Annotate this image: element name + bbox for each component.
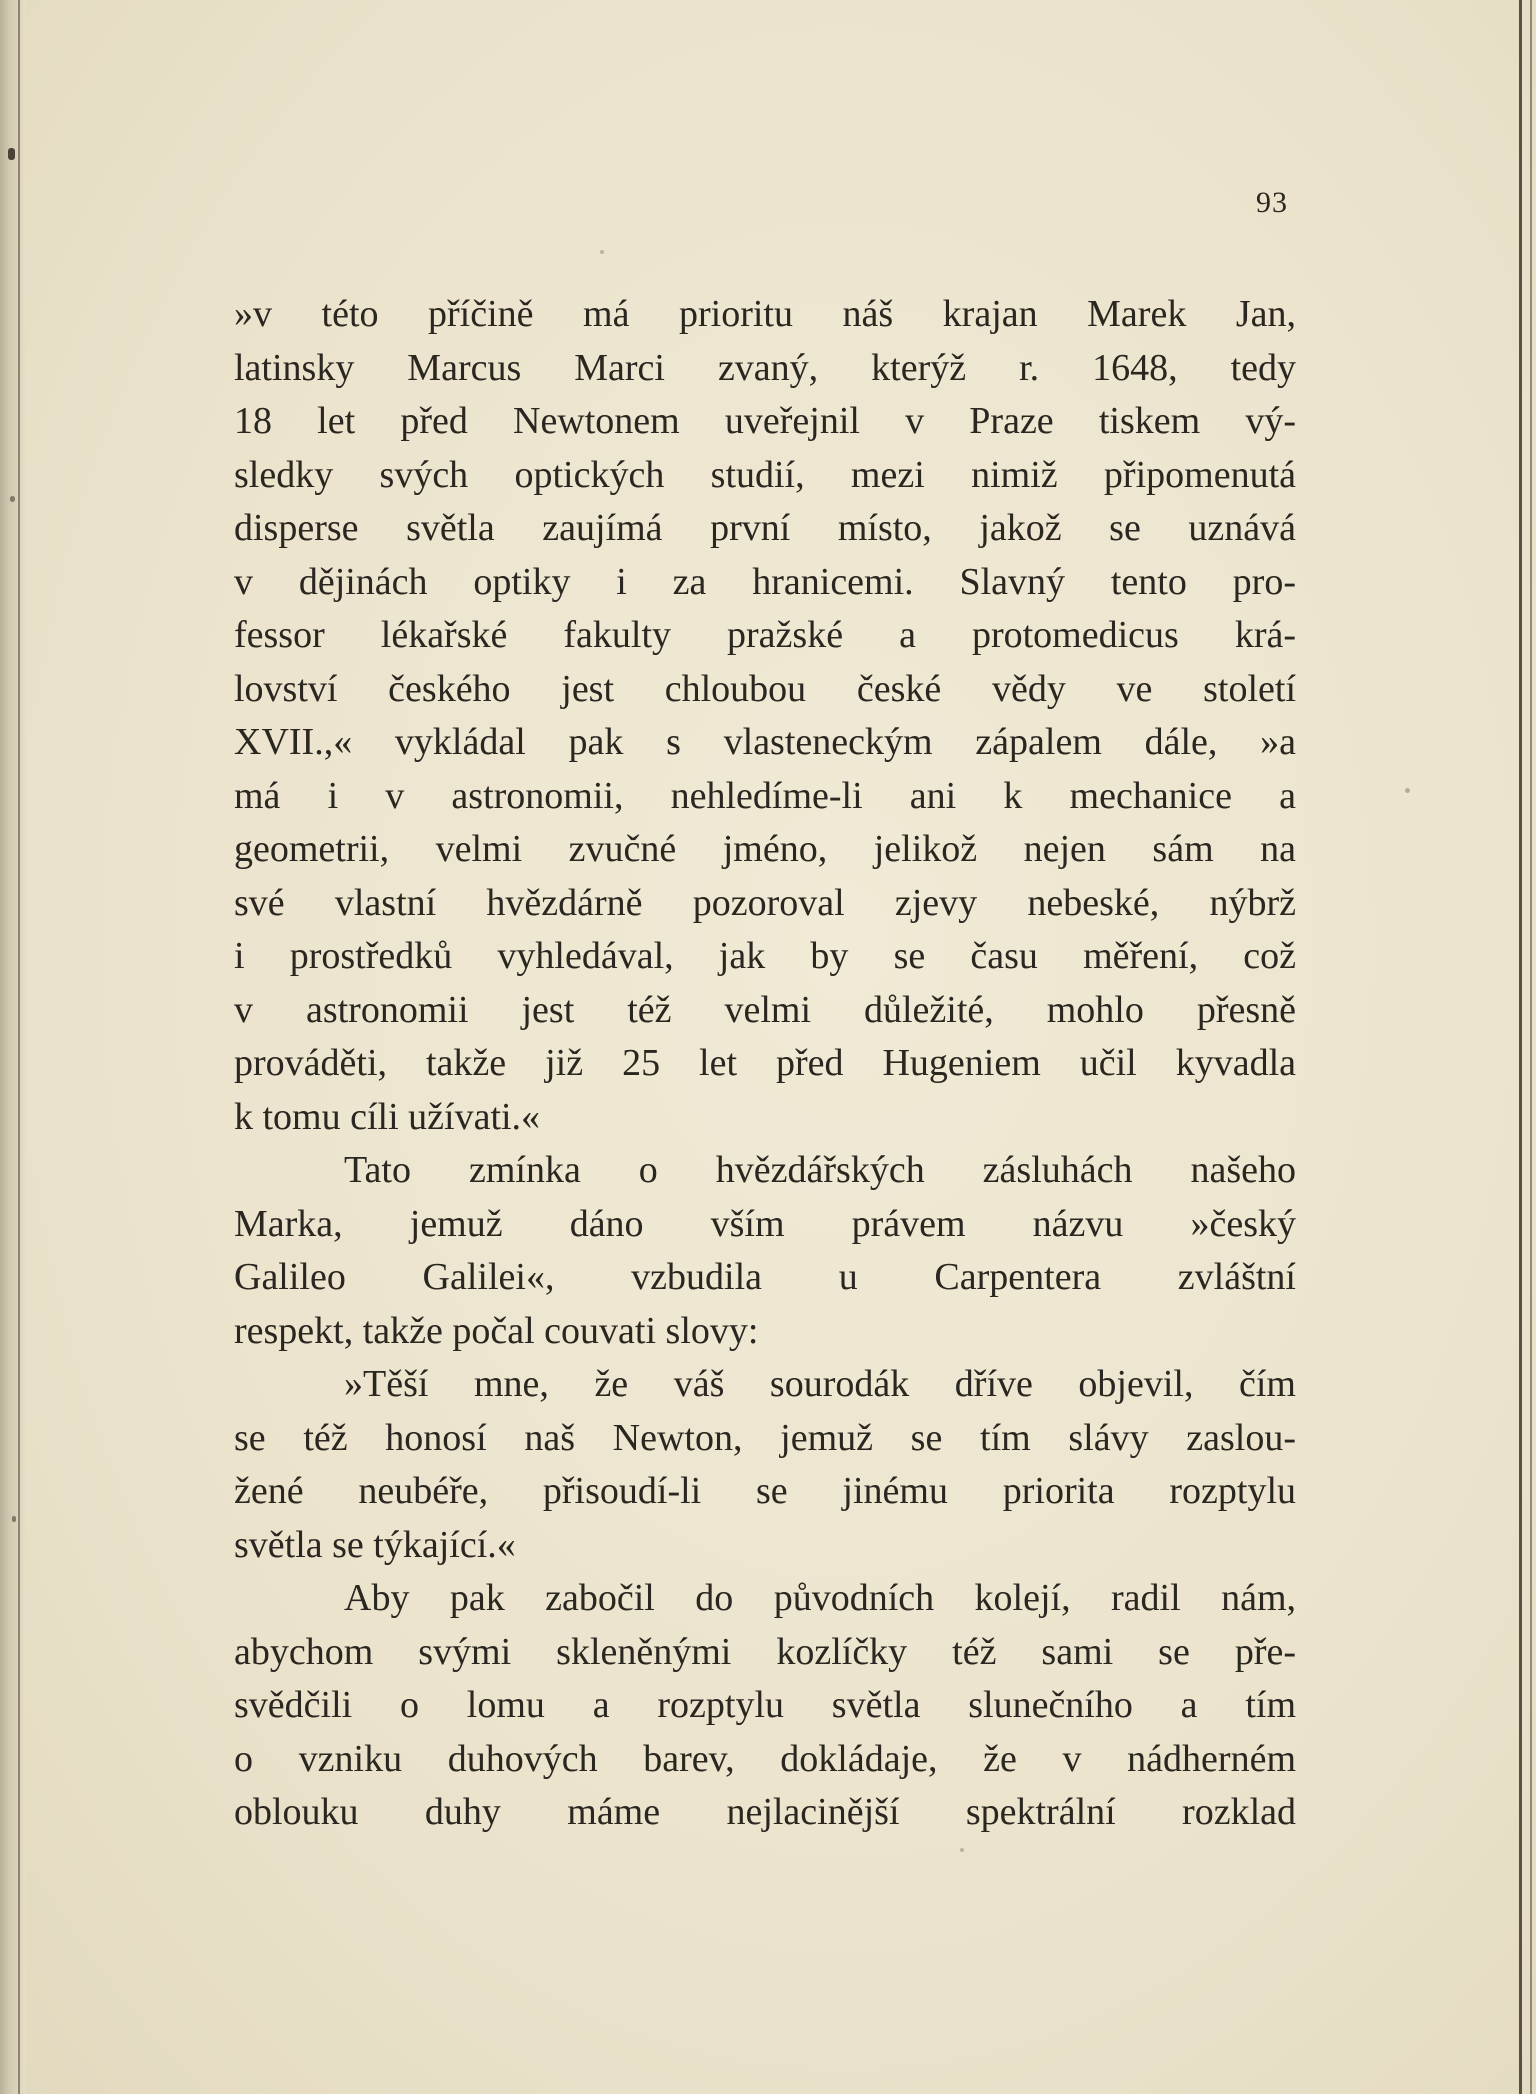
- text-line: žené neubéře, přisoudí-li se jinému priorita rozptylu: [234, 1470, 1296, 1512]
- right-border-line-outer: [1530, 0, 1532, 2094]
- text-line: Marka, jemuž dáno vším právem názvu »český: [234, 1202, 1296, 1245]
- body-text: [234, 288, 1296, 1840]
- text-line: abychom svými skleněnými kozlíčky též sami se pře-: [234, 1630, 1296, 1673]
- text-line: latinsky Marcus Marci zvaný, kterýž r. 1648, tedy: [234, 346, 1296, 389]
- margin-speck: [600, 250, 604, 254]
- text-line: Aby pak zabočil do původních kolejí, radil nám,: [344, 1577, 1296, 1619]
- text-line: své vlastní hvězdárně pozoroval zjevy nebeské, nýbrž: [234, 881, 1296, 924]
- margin-speck: [8, 148, 15, 160]
- text-line: o vzniku duhových barev, dokládaje, že v nádherném: [234, 1737, 1296, 1780]
- text-line: geometrii, velmi zvučné jméno, jelikož nejen sám na: [234, 828, 1296, 870]
- text-line: sledky svých optických studií, mezi nimiž připomenutá: [234, 453, 1296, 496]
- text-line: 18 let před Newtonem uveřejnil v Praze tiskem vý-: [234, 400, 1296, 442]
- text-line: se též honosí naš Newton, jemuž se tím slávy zaslou-: [234, 1416, 1296, 1459]
- margin-speck: [12, 1516, 16, 1522]
- margin-speck: [960, 1848, 964, 1852]
- left-border-line: [18, 0, 20, 2094]
- text-line: má i v astronomii, nehledíme-li ani k mechanice a: [234, 774, 1296, 817]
- text-line: i prostředků vyhledával, jak by se času měření, což: [234, 935, 1296, 977]
- text-line: oblouku duhy máme nejlacinější spektrální rozklad: [234, 1791, 1296, 1833]
- text-line: v astronomii jest též velmi důležité, mohlo přesně: [234, 988, 1296, 1031]
- text-line: světla se týkající.«: [234, 1523, 516, 1566]
- text-line: Tato zmínka o hvězdářských zásluhách našeho: [344, 1149, 1296, 1191]
- right-border-line: [1519, 0, 1522, 2094]
- binding-edge: [0, 0, 26, 2094]
- text-line: svědčili o lomu a rozptylu světla slunečního a tím: [234, 1684, 1296, 1726]
- margin-speck: [1405, 788, 1410, 793]
- text-line: lovství českého jest chloubou české vědy ve století: [234, 667, 1296, 710]
- text-line: disperse světla zaujímá první místo, jakož se uznává: [234, 507, 1296, 549]
- text-line: fessor lékařské fakulty pražské a protomedicus krá-: [234, 614, 1296, 656]
- text-line: »v této příčině má prioritu náš krajan Marek Jan,: [234, 293, 1296, 335]
- text-line: XVII.,« vykládal pak s vlasteneckým zápalem dále, »a: [234, 721, 1296, 763]
- page-number: 93: [1256, 186, 1288, 219]
- text-line: prováděti, takže již 25 let před Hugeniem učil kyvadla: [234, 1042, 1296, 1084]
- text-line: respekt, takže počal couvati slovy:: [234, 1309, 759, 1352]
- text-line: k tomu cíli užívati.«: [234, 1095, 541, 1138]
- text-line: Galileo Galilei«, vzbudila u Carpentera zvláštní: [234, 1256, 1296, 1298]
- text-line: v dějinách optiky i za hranicemi. Slavný tento pro-: [234, 560, 1296, 603]
- margin-speck: [10, 496, 15, 502]
- text-line: »Těší mne, že váš sourodák dříve objevil, čím: [344, 1363, 1296, 1405]
